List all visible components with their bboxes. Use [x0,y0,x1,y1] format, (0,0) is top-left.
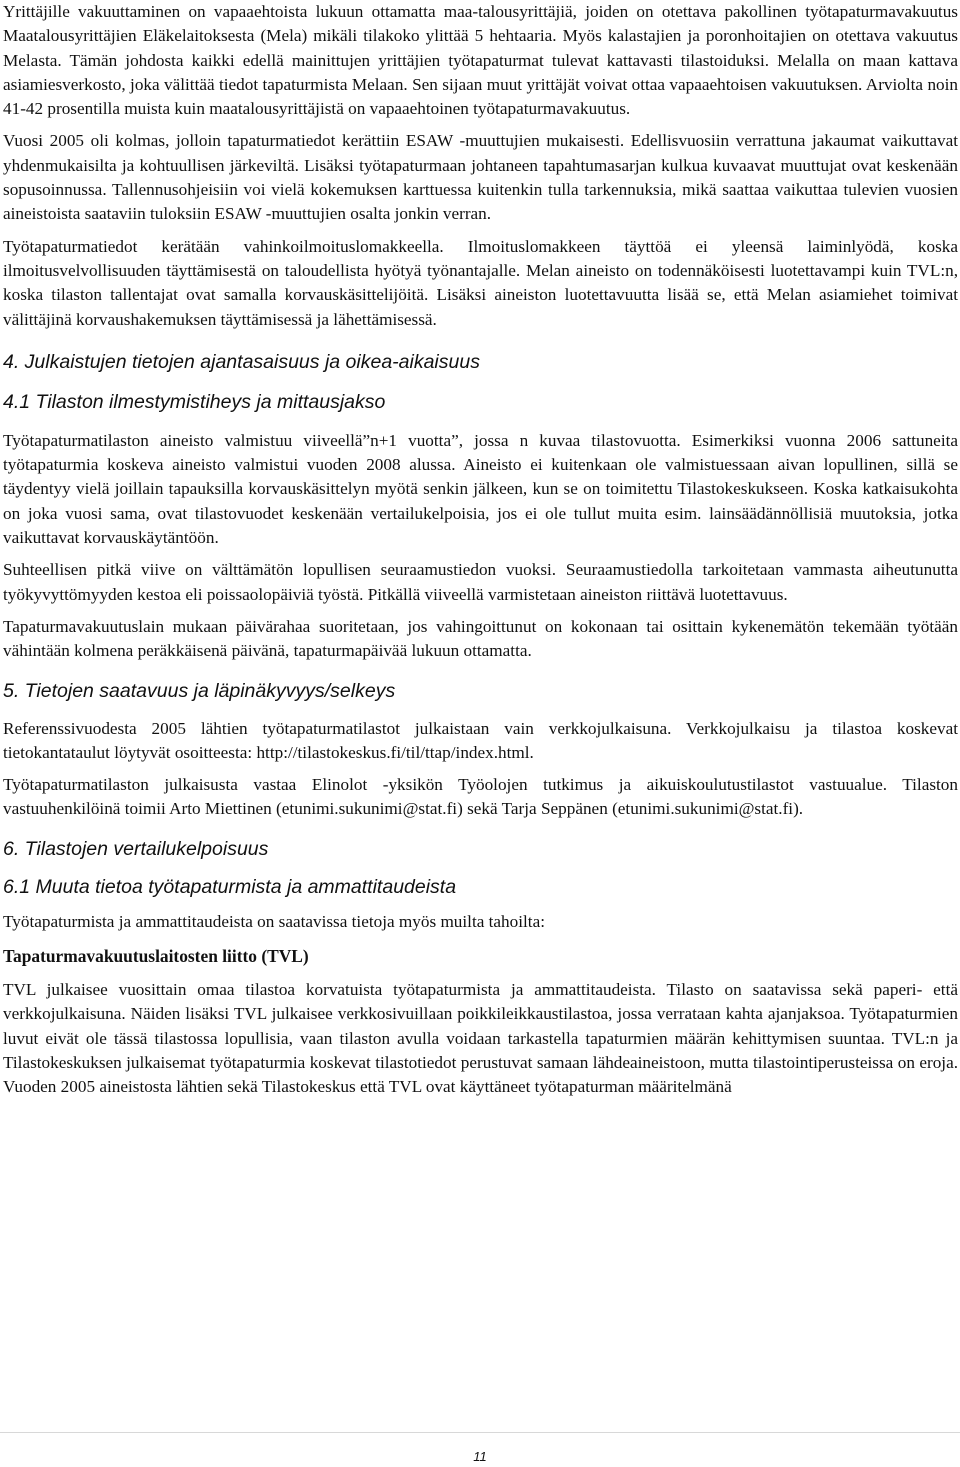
page-number: 11 [473,1449,487,1464]
heading-tvl: Tapaturmavakuutuslaitosten liitto (TVL) [3,946,309,967]
paragraph-vahinkoilmoitus: Työtapaturmatiedot kerätään vahinkoilmoituslomakkeella. Ilmoituslomakkeen täyttöä ei yleensä laiminlyödä, koska ilmoitusvelvollisuuden täyttämisestä on taloudellista hyötyä työnantajalle. Melan aineisto on todennäköisesti luotettavampi kuin TVL:n, koska tilaston tallentajat ovat samalla korvauskäsittelijöitä. Lisäksi aineiston luotettavuutta lisää se, että Melan asiamiehet toimivat välittäjinä korvaushakemuksen täyttämisessä ja lähettämisessä. [3,236,958,329]
heading-section-5: 5. Tietojen saatavuus ja läpinäkyvyys/selkeys [3,679,396,702]
paragraph-seuraamustieto: Suhteellisen pitkä viive on välttämätön lopullisen seuraamustiedon vuoksi. Seuraamustiedolla tarkoitetaan vammasta aiheutunutta työkyvyttömyyden kestoa eli poissaolopäiviä työstä. Pitkällä viiveellä varmistetaan aineiston riittävä luotettavuus. [3,560,958,604]
paragraph-yrittajat: Yrittäjille vakuuttaminen on vapaaehtoista lukuun ottamatta maa-talousyrittäjiä, joiden on otettava pakollinen työtapaturmavakuutus Maatalousyrittäjien Eläkelaitoksesta (Mela) mikäli tilakoko ylittää 5 hehtaaria. Myös kalastajien ja poronhoitajien on otettava vakuutus Melasta. Tämän johdosta kaikki edellä mainittujen yrittäjien työtapaturmat tulevat kattavasti tilastoiduksi. Melalla on maan kattava asiamiesverkosto, joka välittää tiedot tapaturmista Melaan. Sen sijaan muut yrittäjät voivat ottaa vapaaehtoisen vakuutuksen. Arviolta noin 41-42 prosentilla muista kuin maatalousyrittäjistä on vapaaehtoinen työtapaturmavakuutus. [3,2,958,119]
heading-section-6-1: 6.1 Muuta tietoa työtapaturmista ja ammattitaudeista [3,875,457,898]
paragraph-tvl: TVL julkaisee vuosittain omaa tilastoa korvatuista työtapaturmista ja ammattitaudeista. Tilasto on saatavissa sekä paperi- että verkkojulkaisuna. Näiden lisäksi TVL julkaisee verkkosivuillaan poikkileikkaustilastoa, jossa verrataan kahta ajanjaksoa. Työtapaturmien luvut eivät ole tässä tilastossa lopullisia, vaan tilaston avulla voidaan tarkastella tapaturmien määrän kehittymisen suuntaa. TVL:n ja Tilastokeskuksen julkaisemat työtapaturmia koskevat tilastotiedot perustuvat samaan lähdeaineistoon, mutta tilastointiperusteissa on eroja. Vuoden 2005 aineistosta lähtien sekä Tilastokeskus että TVL ovat käyttäneet työtapaturman määritelmänä [3,980,958,1097]
paragraph-muut-tahot: Työtapaturmista ja ammattitaudeista on saatavissa tietoja myös muilta tahoilta: [3,911,545,931]
paragraph-viive: Työtapaturmatilaston aineisto valmistuu viiveellä”n+1 vuotta”, jossa n kuvaa tilastovuotta. Esimerkiksi vuonna 2006 sattuneita työtapaturmia koskeva aineisto valmistui vuoden 2008 alussa. Aineisto ei kuitenkaan ole valmistuessaan aivan lopullinen, sillä se täydentyy vielä joillain tapauksilla korvauskäsittelyn myötä senkin jälkeen, kun se on toimitettu Tilastokeskukseen. Koska katkaisukohta on joka vuosi sama, ovat tilastovuodet keskenään vertailukelpoisia, jos ei ole tullut muita esim. lainsäädännöllisiä muutoksia, jotka vaikuttavat korvauskäytäntöön. [3,430,958,548]
paragraph-paivaraha: Tapaturmavakuutuslain mukaan päivärahaa suoritetaan, jos vahingoittunut on kokonaan tai osittain kykenemätön tekemään työtään vähintään kolmena peräkkäisenä päivänä, tapaturmapäivää lukuun ottamatta. [3,616,958,661]
paragraph-esaw: Vuosi 2005 oli kolmas, jolloin tapaturmatiedot kerättiin ESAW -muuttujien mukaisesti. Edellisvuosiin verrattuna jakaumat vaikuttavat yhdenmukaisilta ja kohtuullisen järkeviltä. Lisäksi työtapaturmaan johtaneen tapahtumasarjan kulkua kuvaavat muuttujat ovat keskenään sopusoinnussa. Tallennusohjeisiin voi vielä kokemuksen karttuessa kuitenkin tulla tarkennuksia, mikä saattaa vaikuttaa tulevien vuosien aineistoista saataviin tuloksiin ESAW -muuttujien osalta jonkin verran. [3,131,958,224]
heading-section-6: 6. Tilastojen vertailukelpoisuus [3,837,269,860]
heading-section-4: 4. Julkaistujen tietojen ajantasaisuus ja oikea-aikaisuus [3,350,480,373]
paragraph-verkkojulkaisu: Referenssivuodesta 2005 lähtien työtapaturmatilastot julkaistaan vain verkkojulkaisuna. Verkkojulkaisu ja tilastoa koskevat tietokantataulut löytyvät osoitteesta: http://tilastokeskus.fi/til/ttap/index.html. [3,718,958,762]
paragraph-vastuuhenkilot: Työtapaturmatilaston julkaisusta vastaa Elinolot -yksikön Työolojen tutkimus ja aikuiskoulutustilastot vastuualue. Tilaston vastuuhenkilöinä toimii Arto Miettinen (etunimi.sukunimi@stat.fi) sekä Tarja Seppänen (etunimi.sukunimi@stat.fi). [3,775,958,819]
footer-divider [0,1432,960,1433]
heading-section-4-1: 4.1 Tilaston ilmestymistiheys ja mittausjakso [3,390,386,413]
